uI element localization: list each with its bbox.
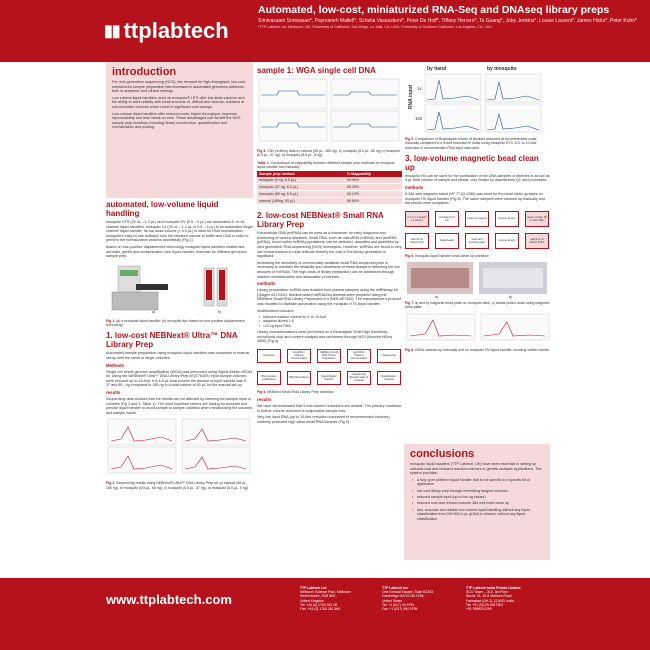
sample1-heading: sample 1: WGA single cell DNA bbox=[257, 66, 376, 75]
magnetic-methods-text: A 384 well magnetic stand (VP 771Q 1286) was used for the bead clean up steps on mosquito HV liquid handler (Fig 6). The same samples were cleaned up manually and the results were compared. bbox=[405, 192, 545, 206]
figure-7-photos bbox=[405, 260, 550, 300]
poster-title: Automated, low-cost, miniaturized RNA-Seq and DNAseq library preps bbox=[258, 4, 610, 16]
website-url[interactable]: www.ttplabtech.com bbox=[106, 592, 232, 607]
fig5-rna-input-label: RNA input bbox=[408, 84, 415, 110]
workflow-step: RNA isolation (miRNeasy) bbox=[257, 371, 281, 385]
small-rna-results-heading: results bbox=[257, 397, 272, 403]
figure-1-caption: Fig 1. (a) a mosquito liquid handler, (b) mosquito tips based on true positive displacement technology bbox=[106, 318, 245, 328]
figure-1-label-b: b) bbox=[218, 309, 222, 314]
small-rna-mods-intro: Modifications included: bbox=[257, 308, 295, 313]
figure-1-label-a: a) bbox=[152, 309, 156, 314]
workflow-step: add 30 µL ethanol (x2) bbox=[405, 233, 429, 249]
figure-3-caption: Fig 3. CNV profiling data a) manual (65 µL, 185 ng), b) mosquito (6.5 µL, 65 ng) c) mosquito (6.5 µL, 37 ng), d) mosquito (6.5 µL, 5 ng) bbox=[257, 149, 400, 158]
magnetic-methods-heading: methods bbox=[405, 185, 424, 191]
table-header-mappability: % Mappability bbox=[345, 171, 402, 177]
workflow-step: NEBNext Small RNA Library Preparation bbox=[317, 349, 341, 363]
figure-2-caption: Fig 2. Sequencing results using NEBNext® Ultra™ DNA Library Prep kit: a) manual (65 µL, 185 ng), b) mosquito (6.5 µL, 65 ng), c) mosquito (6.5 µL, 37 ng), d) mosquito (6.5 µL, 5 ng) bbox=[106, 481, 248, 490]
figure-8-caption: Fig 8. cDNA cleaned up manually and on mosquito HV liquid handler, showing similar results. bbox=[405, 347, 550, 352]
small-rna-qc-text: Library characterizations were performed on a Bioanalyzer DNA High Sensitivity microfluidic chip and content analysis was performed through NGS (Illumina HiSeq 4000) (Fig 4). bbox=[257, 329, 392, 344]
figure-3-cnv-profiles bbox=[257, 77, 402, 143]
table-1-caption: Table 1. Comparison of mappability between different sample prep methods on mosquito liquid handler and manually bbox=[257, 160, 395, 169]
figure-4-workflow bbox=[257, 347, 402, 389]
company-logo bbox=[104, 8, 254, 54]
poster-header bbox=[0, 0, 650, 62]
auto-liquid-handling-section bbox=[106, 200, 253, 490]
figure-4-caption: Fig 4. NEBnext Small RNA Library Prep workflow bbox=[257, 389, 334, 394]
conclusions-section bbox=[404, 444, 550, 560]
title-block bbox=[258, 4, 638, 30]
small-rna-heading: 2. low-cost NEBNext® Small RNA Library Prep bbox=[257, 211, 384, 230]
ultra-methods-heading: Methods bbox=[106, 362, 125, 368]
small-rna-methods-heading: methods bbox=[257, 281, 276, 287]
table-row: mosquito (65 ng, 6.5 µL) 63.12% bbox=[257, 191, 402, 198]
author-list: Srinivasaiah Srinivasan*, Paymaneh Mallell*, Scheila Vassaslemi*, Peter De Hoff*, Tiffany Herrero*, To Guang*, Joby Jenkins*, Louise Laurent*, James Hicks*, Peter Kuhn* bbox=[258, 18, 637, 24]
figure-7-label-a: a) bbox=[435, 295, 439, 300]
workflow-step: remove all sup. bbox=[495, 211, 519, 227]
figure-1 bbox=[106, 262, 253, 318]
logo-mark-icon: ▮▮ bbox=[104, 23, 120, 40]
list-item: • reduced sample input (up to low ng values) bbox=[417, 495, 544, 499]
magnetic-heading: 3. low-volume magnetic bead clean up bbox=[405, 153, 539, 172]
workflow-step: ligate beads bbox=[435, 233, 459, 249]
list-item: • adaptors diluted 1:6 bbox=[263, 319, 402, 323]
figure-6-caption: Fig 6. mosquito liquid handler bead clean up workflow bbox=[405, 253, 489, 258]
workflow-step: RNA Bioanalyzer bbox=[287, 371, 311, 385]
list-item: • reduced cost and reduced volume 384 well bead clean up bbox=[417, 501, 544, 505]
conclusions-intro: mosquito liquid handlers (TTP Labtech, UK) have been essential in setting up reduced cost and reduced reaction volumes in genetic analysis applications. The system provides: bbox=[410, 462, 542, 476]
workflow-step: Extraction bbox=[257, 349, 281, 363]
magnetic-paragraph-1: mosquito HV can be used for the purification of the DNA samples or libraries in as low as 4 µL total volume of sample and beads, only limited by downstream QC and processes. bbox=[405, 173, 550, 183]
figure-6-workflow bbox=[405, 209, 550, 253]
workflow-step: Sequencing bbox=[377, 349, 401, 363]
logo-text: ttplabtech bbox=[123, 18, 229, 43]
workflow-step: Classification / Analysis bbox=[377, 371, 401, 385]
workflow-step: wash and incubate plate bbox=[465, 233, 489, 249]
small-rna-mods-list bbox=[257, 315, 402, 328]
figure-5-bioanalyzer bbox=[405, 66, 550, 136]
list-item: • <10 ng input RNA bbox=[263, 324, 402, 328]
fig5-10x-label: 10x bbox=[415, 116, 423, 121]
fig5-1x-label: 1x bbox=[417, 86, 422, 91]
office-address-uk: TTP Labtech Ltd Melbourn Science Park, Melbourn Hertfordshire, SG8 6EE, United Kingdom Tel: +44 (0) 1763 262 26 Fax: +44 (0) 1763 261 964 bbox=[300, 586, 352, 612]
table-header-method: Sample prep method bbox=[257, 171, 345, 177]
table-row: manual (185ng, 65 µL) 59.84% bbox=[257, 198, 402, 205]
small-rna-paragraph-1: Extracellular RNA (exRNA) can be used as a biomarker for early diagnosis and monitoring of various diseases. Small RNA, such as microRNA (miRNA) and piwiRNA (piRNA), found within exRNA populations, can be detected, classified and quantified by next generation RNA sequencing (NGS) techniques. However, exRNAs are found in very low concentrations in most biofluids thereby the cost of the library generation is significant. bbox=[257, 231, 402, 259]
small-rna-paragraph-2: Increasing the sensitivity of commercially available small RNA sequencing kits is necessary to maintain the reliability and robustness of these assays in detecting the low amounts of exRNAs. The high costs of library preparation can be addressed through reaction miniaturization and automation processes. bbox=[257, 260, 400, 279]
figure-5-caption: Fig 5. Comparison of BioAnalyzer traces of libraries prepared at recommended scale manually compared to a 5-fold reduction in scale using mosquito HTS. A 5- to 10-fold reduction in recommended RNA input was used. bbox=[405, 137, 537, 150]
ultra-results-text: Sequencing data showed that the results are not affected by lowering the sample input or volumes (Fig 2 and 3, Table 1). The most important factors are having an accurate and precise liquid handler to avoid sample to sample variation when miniaturizing the volumes and sample inputs. bbox=[106, 396, 253, 415]
fig5-by-hand-label: by hand bbox=[427, 66, 447, 72]
figure-7-label-b: b) bbox=[509, 295, 513, 300]
small-rna-results-1: We have demonstrated that 5-fold volume reductions are reliable. The primary roadblock to further volume reduction is evaporative sample loss. bbox=[257, 404, 402, 413]
list-item: • fast, accurate and reliable low volume liquid handling without any liquid classification from 200 000 in µL gDNA to ethanol, without any liquid classification bbox=[417, 508, 544, 521]
workflow-step: Sequencing Bioinformatics & Analysis bbox=[347, 371, 371, 385]
figure-8-traces bbox=[405, 312, 550, 342]
workflow-step: place on magnet bbox=[465, 211, 489, 227]
ultra-paragraph-1: Automated sample preparation using mosquito liquid handlers was compared to manual set-up with the same or larger volumes. bbox=[106, 351, 250, 360]
workflow-step: incubate for 5 min bbox=[435, 211, 459, 227]
list-item: • a fully open platform liquid handler that is not specific to a specific kit or application bbox=[417, 478, 544, 487]
right-column bbox=[405, 66, 550, 352]
affiliations: *TTP Labtech Ltd, Melbourn, UK; *University of California, San Diego, La Jolla, CA, USA; *University of Southern California, Los Angeles, CA, USA bbox=[258, 25, 492, 29]
list-item: • reduced reaction volume by 5- to 10-fold bbox=[263, 315, 402, 319]
workflow-step: Quantification Pippin® bbox=[317, 371, 341, 385]
figure-7-caption: Fig 7. a) and b) magnetic bead plate on mosquito deck, c) beads pulled down using magnetic bead plate. bbox=[405, 301, 550, 310]
intro-paragraph-2: Low volume liquid handlers, such as mosquito® HTS offer low dead volumes and the ability to work reliably with small amounts of, difficult and viscous, solutions at sub-microliter volumes which result in significant cost savings. bbox=[112, 95, 245, 109]
small-rna-results-2: Very low input RNA (up to 10-fold reduction compared to recommended volumes) routinely produced high value small RNA libraries (Fig 5). bbox=[257, 415, 390, 424]
auto-paragraph-2: Based on true-positive displacement technology mosquito liquid handlers enable fast, accurate, gentle and contamination-free liquid transfer, essential for different genomics sample prep. bbox=[106, 244, 247, 259]
auto-liquid-handling-heading: automated, low-volume liquid handling bbox=[106, 200, 219, 218]
workflow-step: add 8 µL of elution buffer bbox=[525, 233, 549, 249]
magnetic-plate-photos bbox=[405, 260, 550, 300]
conclusions-list bbox=[410, 478, 544, 521]
table-row: mosquito (5 ng, 6.5 µL) 59.96% bbox=[257, 177, 402, 184]
workflow-step: elute in 2.5µL TE or 10% TE/H bbox=[525, 211, 549, 227]
figure-5-traces bbox=[405, 66, 550, 136]
fig5-by-mosquito-label: by mosquito bbox=[487, 66, 517, 72]
ultra-results-heading: results bbox=[106, 389, 121, 395]
intro-paragraph-3: Low-volume liquid handlers offer reduced costs, higher throughput, improved reproducibility and less hands-on time. These advantages can benefit the NGS sample prep workflow, including library construction, quantification and normalization and pooling. bbox=[112, 111, 241, 130]
office-address-us: TTP Labtech Inc One Kendall Square, Suite B2303 Cambridge MA 02139-1594, United States Tel: +1 (617) 49 9794 Fax: +1 (617) 494 9795 bbox=[382, 586, 433, 612]
introduction-section bbox=[106, 62, 253, 198]
workflow-step: ExoRNA / Plasma Concentration bbox=[287, 349, 311, 363]
conclusions-heading: conclusions bbox=[410, 448, 475, 460]
office-address-india: TTP Labtech India Private Limited SCO Tower – 310, 3rd Floor Sector 31, 16-5 Mathura Road Faridabad (NH-2) 121003, India Tel: +91 (0)129 4307300 +91 9999201299 bbox=[466, 586, 521, 612]
middle-column bbox=[257, 66, 402, 424]
intro-paragraph-1: For next-generation sequencing (NGS), the demand for high-throughput, low-cost, miniaturized sample preparation has increased in automated genomics platforms both in academic and clinical settings. bbox=[112, 80, 246, 94]
figure-2-traces bbox=[106, 417, 253, 475]
auto-paragraph-1: mosquito HTS (25 nL – 1.2 µL) and mosquito HV (0.5 – 5 µL) are automated 8- or 16-channel liquid handlers. mosquito X1 (25 nL – 1.2 µL or 0.5 – 5 µL) is an automated single channel liquid handler. Its low dead volume (< 0.5 µL) is ideal for DNA normalization. mosquito's easy-to-use software runs the required volume of buffer and DNA in order to perform the normalization process seamlessly (Fig 1). bbox=[106, 220, 253, 243]
workflow-step: remove all sup. bbox=[495, 233, 519, 249]
ultra-dna-heading: 1. low-cost NEBNext® Ultra™ DNA Library Prep bbox=[106, 331, 238, 350]
small-rna-methods-text: Library preparation: exRNA was isolated from plasma samples using the miRNeasy kit (Qiagen #217004). Illumina based miRNASeq libraries were prepared using the NEBNext Small RNA Library Preparation Kit (NEB #E7300). The manufacturer's protocol was modified to facilitate automation using the mosquito HTS liquid handler. bbox=[257, 288, 402, 306]
table-row: mosquito (37 ng, 6.5 µL) 65.20% bbox=[257, 184, 402, 191]
workflow-step: 1:1 or 1:2 beads: +1 volume bbox=[405, 211, 429, 227]
workflow-step: ExoRNA / Plasma Concentration bbox=[347, 349, 371, 363]
introduction-heading: introduction bbox=[112, 66, 177, 78]
poster-footer bbox=[0, 578, 650, 650]
mosquito-device-illustration bbox=[106, 262, 253, 318]
list-item: • low cost library prep through minimizing reagent volumes bbox=[417, 489, 544, 493]
ultra-methods-text: Single cell whole genome amplification (WGA) was performed using Sigma Aldrich WGA4 kit. Using the NEBNext® Ultra™ DNA Library Prep kit (E7645S) input sample volumes were reduced up to 10-fold. It is 6.5 µL total volume the amount of input sample was 5 - 37 and 65 - ng compared to 185 ng in a total volume of 65 µL for the manual set-up. bbox=[106, 369, 253, 388]
mappability-table bbox=[257, 171, 402, 205]
